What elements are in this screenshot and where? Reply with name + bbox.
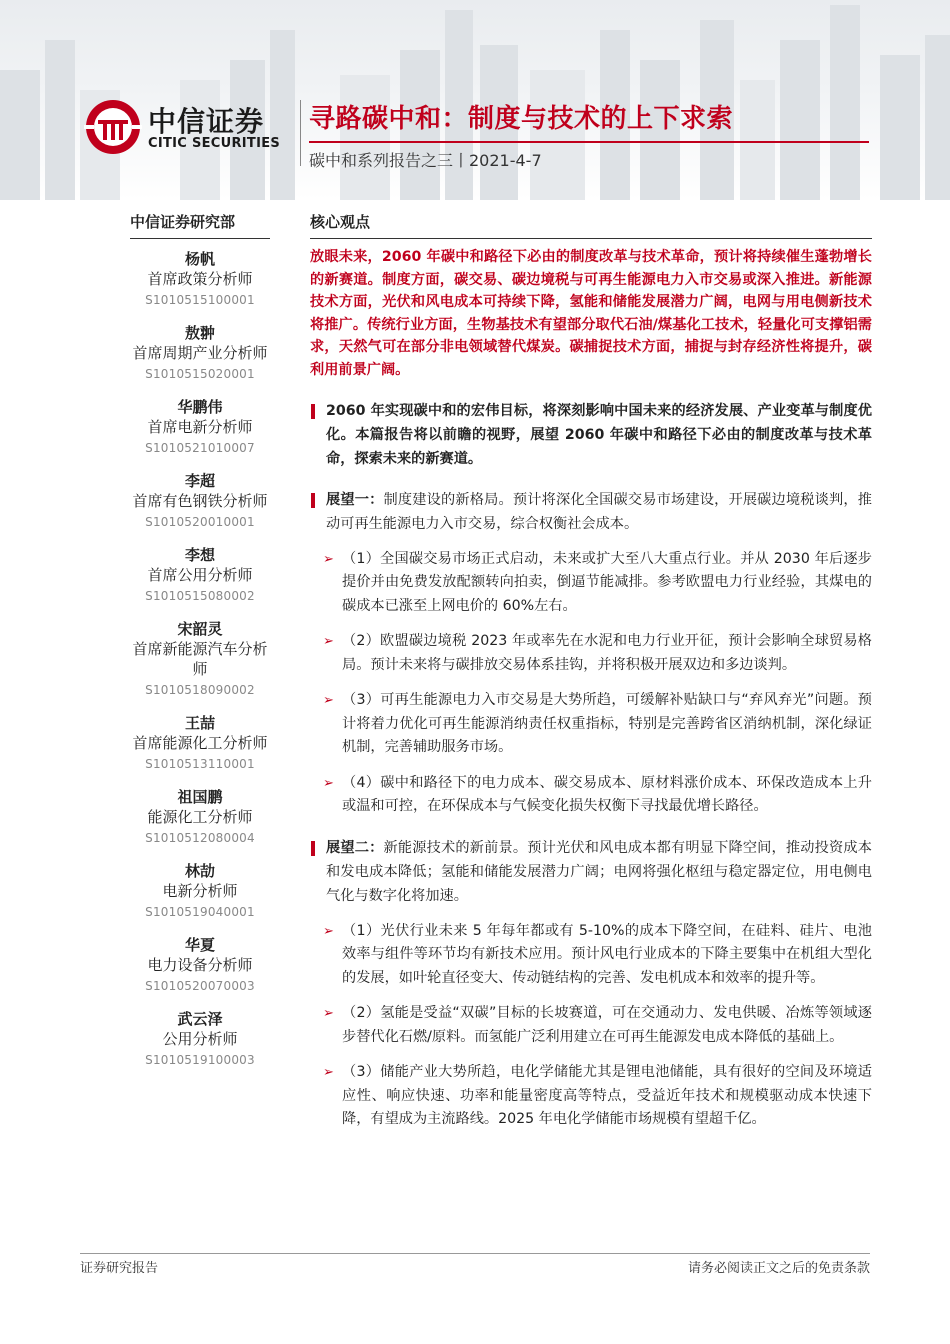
outlook-sub-item (310, 548, 872, 619)
analyst-entry (130, 545, 270, 605)
outlook-sub-item (310, 1061, 872, 1132)
intro-paragraph (310, 399, 872, 471)
analyst-id: S1010520070003 (145, 979, 255, 993)
outlook-sub-item (310, 772, 872, 819)
arrow-bullet-icon: ➢ (323, 775, 334, 791)
citic-logo-icon (84, 98, 142, 156)
arrow-bullet-icon: ➢ (323, 693, 334, 709)
intro-text: 2060 年实现碳中和的宏伟目标，将深刻影响中国未来的经济发展、产业变革与制度优化。本篇报告将以前瞻的视野，展望 2060 年碳中和路径下必由的制度改革与技术革命，探索未来的新赛道。 (326, 402, 872, 467)
header-divider (300, 100, 301, 166)
analyst-name: 李超 (184, 472, 215, 490)
logo-english-name: CITIC SECURITIES (148, 136, 281, 151)
analyst-id: S1010512080004 (145, 831, 255, 845)
analyst-title: 首席能源化工分析师 (132, 734, 268, 752)
analyst-entry (130, 935, 270, 995)
analyst-title: 首席电新分析师 (147, 418, 253, 436)
analyst-name: 华夏 (184, 936, 215, 954)
analyst-entry (130, 713, 270, 773)
outlook-sub-item (310, 630, 872, 677)
bullet-bar-icon (311, 404, 315, 419)
outlook-sub-item-text: （3）储能产业大势所趋，电化学储能尤其是锂电池储能，具有很好的空间及环境适应性、响应快速、功率和能量密度高等特点，受益近年技术和规模驱动成本快速下降，有望成为主流路线。2025 年电化学储能市场规模有望超千亿。 (342, 1064, 872, 1128)
summary-paragraph: 放眼未来，2060 年碳中和路径下必由的制度改革与技术革命，预计将持续催生蓬勃增长的新赛道。制度方面，碳交易、碳边境税与可再生能源电力入市交易或深入推进。新能源技术方面，光伏和风电成本可持续下降，氢能和储能发展潜力广阔，电网与用电侧新技术将推广。传统行业方面，生物基技术有望部分取代石油/煤基化工技术，轻量化可支撑铝需求，天然气可在部分非电领域替代煤炭。碳捕捉技术方面，捕捉与封存经济性将提升，碳利用前景广阔。 (310, 249, 872, 378)
analyst-id: S1010519040001 (145, 905, 255, 919)
analyst-id: S1010518090002 (145, 683, 255, 697)
analyst-title: 能源化工分析师 (147, 808, 253, 826)
outlook-sub-item-text: （4）碳中和路径下的电力成本、碳交易成本、原材料涨价成本、环保改造成本上升或温和可控，在环保成本与气候变化损失权衡下寻找最优增长路径。 (342, 774, 872, 815)
analyst-id: S1010521010007 (145, 441, 255, 455)
bullet-bar-icon (311, 841, 315, 856)
analyst-id: S1010513110001 (145, 757, 255, 771)
analyst-title: 首席政策分析师 (147, 270, 253, 288)
outlook-one-items (310, 548, 872, 819)
title-underline (309, 141, 869, 143)
footer-report-type: 证券研究报告 (80, 1261, 159, 1276)
report-title: 寻路碳中和：制度与技术的上下求索 (309, 104, 734, 134)
arrow-bullet-icon: ➢ (323, 1006, 334, 1022)
sidebar-heading: 中信证券研究部 (130, 211, 270, 239)
logo-chinese-name: 中信证券 (148, 105, 265, 138)
arrow-bullet-icon: ➢ (323, 1065, 334, 1081)
outlook-two-text: 新能源技术的新前景。预计光伏和风电成本都有明显下降空间，推动投资成本和发电成本降低；氢能和储能发展潜力广阔；电网将强化枢纽与稳定器定位，用电侧电气化与数字化将加速。 (326, 839, 872, 904)
analyst-name: 王喆 (184, 714, 215, 732)
report-subtitle: 碳中和系列报告之三丨2021-4-7 (309, 151, 542, 170)
outlook-two-heading (310, 836, 872, 908)
outlook-sub-item-text: （2）氢能是受益“双碳”目标的长坡赛道，可在交通动力、发电供暖、冶炼等领域逐步替代化石燃/原料。而氢能广泛利用建立在可再生能源发电成本降低的基础上。 (342, 1005, 872, 1045)
outlook-sub-item (310, 920, 872, 991)
analyst-entry (130, 323, 270, 383)
analyst-sidebar (130, 211, 270, 1083)
citic-logo (84, 98, 294, 162)
analyst-list (130, 249, 270, 1069)
outlook-one-heading (310, 488, 872, 536)
arrow-bullet-icon: ➢ (323, 923, 334, 939)
analyst-entry (130, 471, 270, 531)
outlook-sub-item-text: （2）欧盟碳边境税 2023 年或率先在水泥和电力行业开征，预计会影响全球贸易格局。预计未来将与碳排放交易体系挂钩，并将积极开展双边和多边谈判。 (342, 633, 872, 673)
analyst-entry (130, 249, 270, 309)
analyst-entry (130, 397, 270, 457)
arrow-bullet-icon: ➢ (323, 551, 334, 567)
analyst-id: S1010520010001 (145, 515, 255, 529)
outlook-sub-item-text: （1）光伏行业未来 5 年每年都或有 5-10%的成本下降空间，在硅料、硅片、电池效率与组件等环节均有新技术应用。预计风电行业成本的下降主要集中在机组大型化的发展，如叶轮直径变大、传动链结构的完善、发电机成本和效率的提升等。 (342, 922, 872, 986)
outlook-sub-item (310, 689, 872, 760)
analyst-id: S1010515020001 (145, 367, 255, 381)
arrow-bullet-icon: ➢ (323, 634, 334, 650)
analyst-name: 林劼 (184, 862, 215, 880)
analyst-entry (130, 861, 270, 921)
analyst-title: 公用分析师 (162, 1030, 238, 1048)
analyst-id: S1010515100001 (145, 293, 255, 307)
analyst-id: S1010519100003 (145, 1053, 255, 1067)
outlook-one-text: 制度建设的新格局。预计将深化全国碳交易市场建设，开展碳边境税谈判，推动可再生能源电力入市交易，综合权衡社会成本。 (326, 491, 872, 532)
outlook-sub-item-text: （1）全国碳交易市场正式启动，未来或扩大至八大重点行业。并从 2030 年后逐步提价并由免费发放配额转向拍卖，倒逼节能减排。参考欧盟电力行业经验，其煤电的碳成本已涨至上网电价的 60%左右。 (342, 550, 872, 614)
analyst-title: 首席公用分析师 (147, 566, 253, 584)
analyst-entry (130, 787, 270, 847)
analyst-name: 华鹏伟 (177, 398, 223, 416)
analyst-title: 首席新能源汽车分析师 (132, 640, 268, 678)
analyst-name: 敖翀 (184, 324, 215, 342)
bullet-bar-icon (311, 493, 315, 508)
analyst-name: 祖国鹏 (177, 788, 223, 806)
analyst-name: 杨帆 (184, 250, 215, 268)
section-heading: 核心观点 (310, 211, 872, 239)
analyst-title: 电新分析师 (162, 882, 238, 900)
analyst-name: 武云泽 (177, 1010, 223, 1028)
main-content (310, 211, 872, 1132)
analyst-id: S1010515080002 (145, 589, 255, 603)
analyst-title: 首席有色钢铁分析师 (132, 492, 268, 510)
footer-disclaimer-note: 请务必阅读正文之后的免责条款 (687, 1261, 870, 1276)
outlook-sub-item-text: （3）可再生能源电力入市交易是大势所趋，可缓解补贴缺口与“弃风弃光”问题。预计将着力优化可再生能源消纳责任权重指标，特别是完善跨省区消纳机制，深化绿证机制，完善辅助服务市场。 (342, 692, 872, 756)
outlook-one-lead: 展望一： (326, 491, 384, 508)
analyst-title: 电力设备分析师 (147, 956, 253, 974)
outlook-two-lead: 展望二： (326, 839, 384, 856)
outlook-two-items (310, 920, 872, 1132)
analyst-entry (130, 619, 270, 699)
outlook-sub-item (310, 1002, 872, 1049)
analyst-entry (130, 1009, 270, 1069)
footer-divider (80, 1253, 870, 1254)
analyst-name: 李想 (184, 546, 215, 564)
analyst-title: 首席周期产业分析师 (132, 344, 268, 362)
analyst-name: 宋韶灵 (177, 620, 223, 638)
